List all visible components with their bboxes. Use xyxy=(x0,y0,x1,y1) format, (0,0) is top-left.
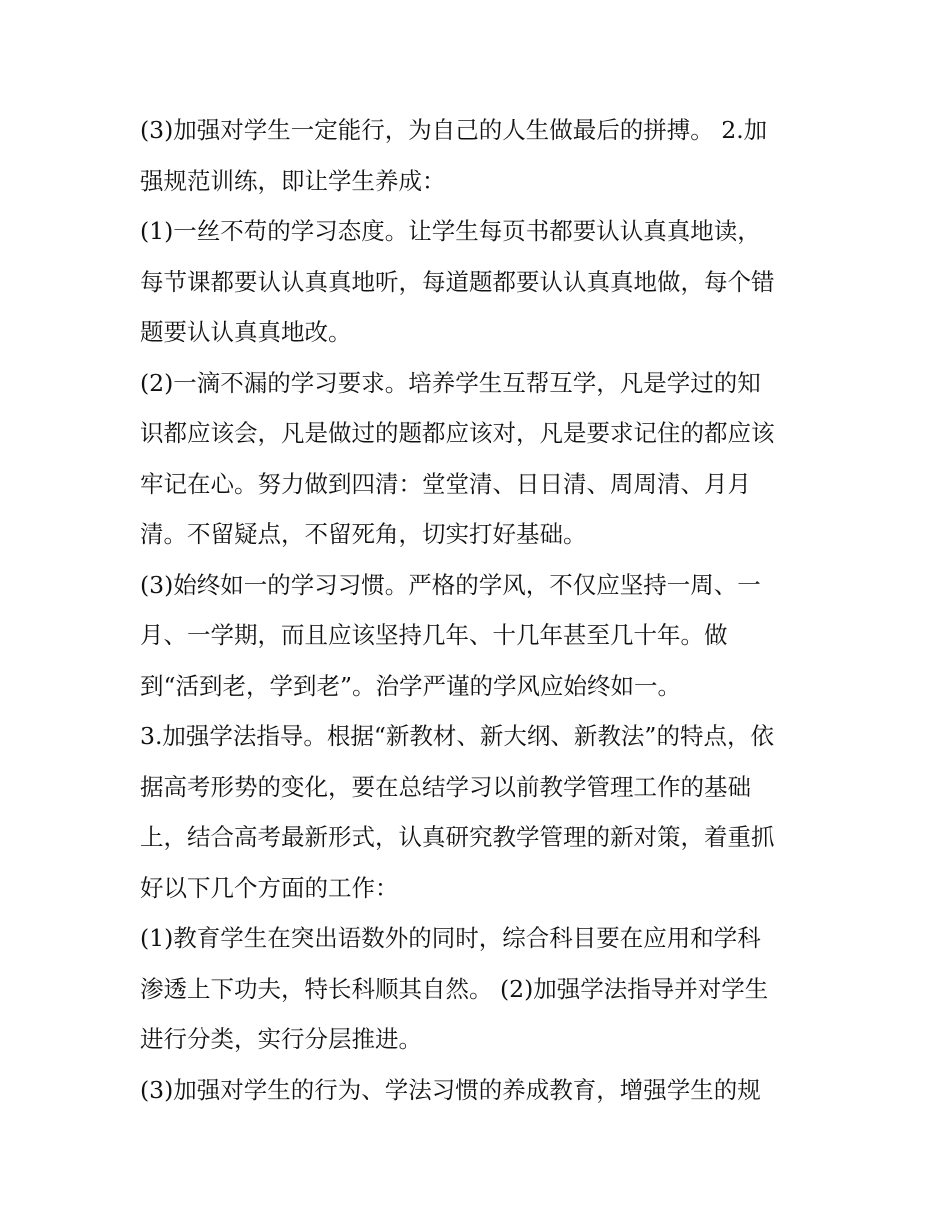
text-line: (1)一丝不苟的学习态度。让学生每页书都要认认真真地读， xyxy=(140,217,761,245)
text-line: 到“活到老，学到老”。治学严谨的学风应始终如一。 xyxy=(140,672,682,700)
text-line: 渗透上下功夫，特长科顺其自然。 (2)加强学法指导并对学生 xyxy=(140,975,769,1003)
text-line: 据高考形势的变化，要在总结学习以前教学管理工作的基础 xyxy=(140,773,751,801)
text-line: 每节课都要认认真真地听，每道题都要认认真真地做，每个错 xyxy=(140,268,775,296)
text-line: 3.加强学法指导。根据“新教材、新大纲、新教法”的特点，依 xyxy=(140,722,774,750)
text-line: 强规范训练，即让学生养成： xyxy=(140,167,446,195)
text-line: (3)加强对学生一定能行，为自己的人生做最后的拼搏。 2.加 xyxy=(140,116,768,144)
text-line: 题要认认真真地改。 xyxy=(140,318,352,346)
text-line: (3)始终如一的学习习惯。严格的学风，不仅应坚持一周、一 xyxy=(140,571,761,599)
text-line: (3)加强对学生的行为、学法习惯的养成教育，增强学生的规 xyxy=(140,1076,761,1104)
text-line: (1)教育学生在突出语数外的同时，综合科目要在应用和学科 xyxy=(140,924,761,952)
text-line: 识都应该会，凡是做过的题都应该对，凡是要求记住的都应该 xyxy=(140,419,775,447)
text-line: (2)一滴不漏的学习要求。培养学生互帮互学，凡是学过的知 xyxy=(140,369,761,397)
text-line: 上，结合高考最新形式，认真研究教学管理的新对策，着重抓 xyxy=(140,823,775,851)
text-line: 月、一学期，而且应该坚持几年、十几年甚至几十年。做 xyxy=(140,621,728,649)
text-line: 好以下几个方面的工作： xyxy=(140,874,399,902)
text-line: 牢记在心。努力做到四清：堂堂清、日日清、周周清、月月 xyxy=(140,470,751,498)
text-line: 清。不留疑点，不留死角，切实打好基础。 xyxy=(140,520,587,548)
text-line: 进行分类，实行分层推进。 xyxy=(140,1025,422,1053)
